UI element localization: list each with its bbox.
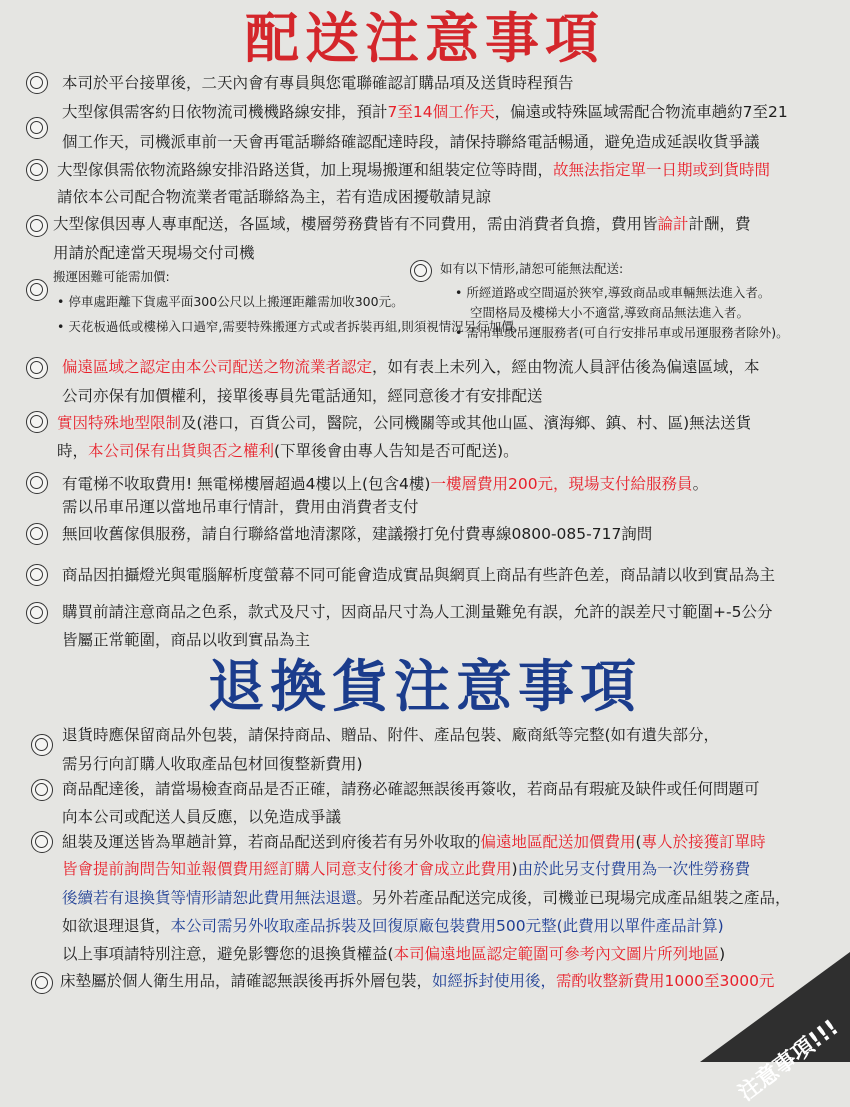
notice-line [57,317,518,337]
notice-text: 。 [692,475,709,493]
double-circle-bullet-icon [26,602,48,624]
highlight-red-text: 偏遠地區配送加價費用 [480,833,636,851]
notice-line [62,602,772,622]
notice-line [57,441,519,461]
notice-text: 本司於平台接單後，二天內會有專員與您電聯確認訂購品項及送貨時程預告 [62,74,574,92]
notice-line [60,971,774,991]
delivery-notice-title: 配送注意事項 [245,7,605,70]
notice-text: • 需吊車或吊運服務者(可自行安排吊車或吊運服務者除外)。 [455,325,789,340]
notice-text: 無回收舊傢俱服務，請自行聯絡當地清潔隊，建議撥打免付費專線0800-085-717詢問 [62,525,653,543]
highlight-red-text: 論計 [657,215,689,233]
notice-text: ，偏遠或特殊區域需配合物流車趟約7至21 [494,103,788,121]
highlight-blue-text: 如經拆封使用後， [432,972,557,990]
notice-line [57,413,751,433]
notice-line [62,73,574,93]
notice-line [440,259,623,279]
notice-line [57,292,404,312]
notice-line [57,160,770,180]
notice-line [470,303,749,323]
highlight-blue-text: 後續若有退換貨等情形請恕此費用無法退還 [62,889,357,907]
notice-text: 需另行向訂購人收取產品包材回復整新費用) [62,755,363,773]
notice-line [62,386,543,406]
notice-line [62,132,760,152]
notice-text: 公司亦保有加價權利，接單後專員先電話通知，經同意後才有安排配送 [62,387,543,405]
double-circle-bullet-icon [410,260,432,282]
notice-text: ) [511,860,518,878]
highlight-red-text: 皆會提前詢問告知並報價費用經訂購人同意支付後才會成立此費用 [62,860,512,878]
notice-text: 向本公司或配送人員反應，以免造成爭議 [62,808,342,826]
notice-text: 需以吊車吊運以當地吊車行情計，費用由消費者支付 [62,498,419,516]
notice-text: ，如有表上未列入，經由物流人員評估後為偏遠區域，本 [372,358,760,376]
corner-banner-label: 注意事項!!! [734,1015,844,1107]
highlight-red-text: 7至14個工作天 [387,103,495,121]
highlight-blue-text: 由於此另支付費用為一次性勞務費 [517,860,751,878]
double-circle-bullet-icon [26,159,48,181]
highlight-red-text: 本公司保有出貨與否之權利 [88,442,275,460]
notice-text: 時， [57,442,89,460]
notice-text: 搬運困難可能需加價: [53,269,170,284]
notice-text: • 天花板過低或樓梯入口過窄,需要特殊搬運方式或者拆裝再組,則須視情況另行加價, [57,319,518,334]
double-circle-bullet-icon [26,523,48,545]
double-circle-bullet-icon [26,279,48,301]
notice-line [62,497,419,517]
notice-line [53,243,255,263]
notice-line [455,323,789,343]
notice-text: 。另外若產品配送完成後，司機並已現場完成產品組裝之產品， [356,889,791,907]
notice-text: 商品因拍攝燈光與電腦解析度螢幕不同可能會造成實品與網頁上商品有些許色差，商品請以收到實品為主 [62,566,776,584]
return-notice-title: 退換貨注意事項 [208,655,642,720]
notice-line [53,214,751,234]
notice-line [62,916,724,936]
double-circle-bullet-icon [26,357,48,379]
notice-line [62,754,363,774]
highlight-red-text: 一樓層費用200元，現場支付給服務員 [430,475,693,493]
notice-line [62,807,341,827]
notice-text: 大型傢俱需客約日依物流司機機路線安排，預計 [62,103,388,121]
notice-text: 大型傢俱需依物流路線安排沿路送貨，加上現場搬運和組裝定位等時間， [57,161,554,179]
double-circle-bullet-icon [31,734,53,756]
notice-line [62,944,725,964]
notice-text: ) [719,945,726,963]
notice-text: • 所經道路或空間逼於狹窄,導致商品或車輛無法進入者。 [455,285,771,300]
notice-text: 商品配達後，請當場檢查商品是否正確，請務必確認無誤後再簽收，若商品有瑕疵及缺件或任何問題可 [62,780,760,798]
highlight-red-text: 本司偏遠地區認定範圍可參考內文圖片所列地區 [393,945,720,963]
double-circle-bullet-icon [26,117,48,139]
notice-text: (下單後會由專人告知是否可配送)。 [274,442,519,460]
notice-line [62,725,719,745]
double-circle-bullet-icon [26,472,48,494]
notice-text: 有電梯不收取費用! 無電梯樓層超過4樓以上(包含4樓) [62,475,431,493]
notice-text: 如欲退理退貨， [62,917,171,935]
notice-text: 請依本公司配合物流業者電話聯絡為主，若有造成困擾敬請見諒 [57,188,492,206]
notice-line [62,474,708,494]
highlight-blue-text: 本公司需另外收取產品拆裝及回復原廠包裝費用500元整(此費用以單件產品計算) [170,917,724,935]
highlight-red-text: 需酌收整新費用1000至3000元 [556,972,775,990]
double-circle-bullet-icon [31,779,53,801]
notice-line [455,283,770,303]
notice-line [62,102,788,122]
notice-line [62,779,760,799]
notice-line [62,859,750,879]
notice-line [62,357,760,377]
double-circle-bullet-icon [26,411,48,433]
double-circle-bullet-icon [26,564,48,586]
highlight-red-text: 實因特殊地型限制 [57,414,182,432]
double-circle-bullet-icon [31,972,53,994]
notice-line [62,524,652,544]
notice-text: 購買前請注意商品之色系，款式及尺寸，因商品尺寸為人工測量難免有誤，允許的誤差尺寸範圍+-5公分 [62,603,773,621]
notice-text: 個工作天，司機派車前一天會再電話聯絡確認配達時段，請保持聯絡電話暢通，避免造成延誤收貨爭議 [62,133,760,151]
notice-text: 退貨時應保留商品外包裝，請保持商品、贈品、附件、產品包裝、廠商紙等完整(如有遺失部分， [62,726,720,744]
highlight-red-text: 專人於接獲訂單時 [641,833,766,851]
notice-text: 及(港口，百貨公司，醫院，公同機關等或其他山區、濱海鄉、鎮、村、區)無法送貨 [181,414,752,432]
notice-line [62,630,310,650]
notice-line [62,565,775,585]
double-circle-bullet-icon [31,831,53,853]
highlight-red-text: 偏遠區域之認定由本公司配送之物流業者認定 [62,358,373,376]
notice-text: 計酬，費 [688,215,751,233]
notice-text: 如有以下情形,請恕可能無法配送: [440,261,624,276]
notice-text: 用請於配達當天現場交付司機 [53,244,255,262]
notice-text: 以上事項請特別注意，避免影響您的退換貨權益( [62,945,394,963]
notice-line [53,267,170,287]
highlight-red-text: 故無法指定單一日期或到貨時間 [553,161,771,179]
notice-line [62,832,766,852]
notice-line [57,187,491,207]
notice-text: • 停車處距離下貨處平面300公尺以上搬運距離需加收300元。 [57,294,404,309]
double-circle-bullet-icon [26,215,48,237]
notice-text: ( [635,833,642,851]
notice-text: 皆屬正常範圍，商品以收到實品為主 [62,631,311,649]
notice-text: 空間格局及樓梯大小不適當,導致商品無法進入者。 [470,305,749,320]
notice-text: 組裝及運送皆為單趟計算，若商品配送到府後若有另外收取的 [62,833,481,851]
notice-text: 床墊屬於個人衛生用品，請確認無誤後再拆外層包裝， [60,972,433,990]
notice-line [62,888,791,908]
double-circle-bullet-icon [26,72,48,94]
notice-text: 大型傢俱因專人專車配送，各區域，樓層勞務費皆有不同費用，需由消費者負擔，費用皆 [53,215,658,233]
